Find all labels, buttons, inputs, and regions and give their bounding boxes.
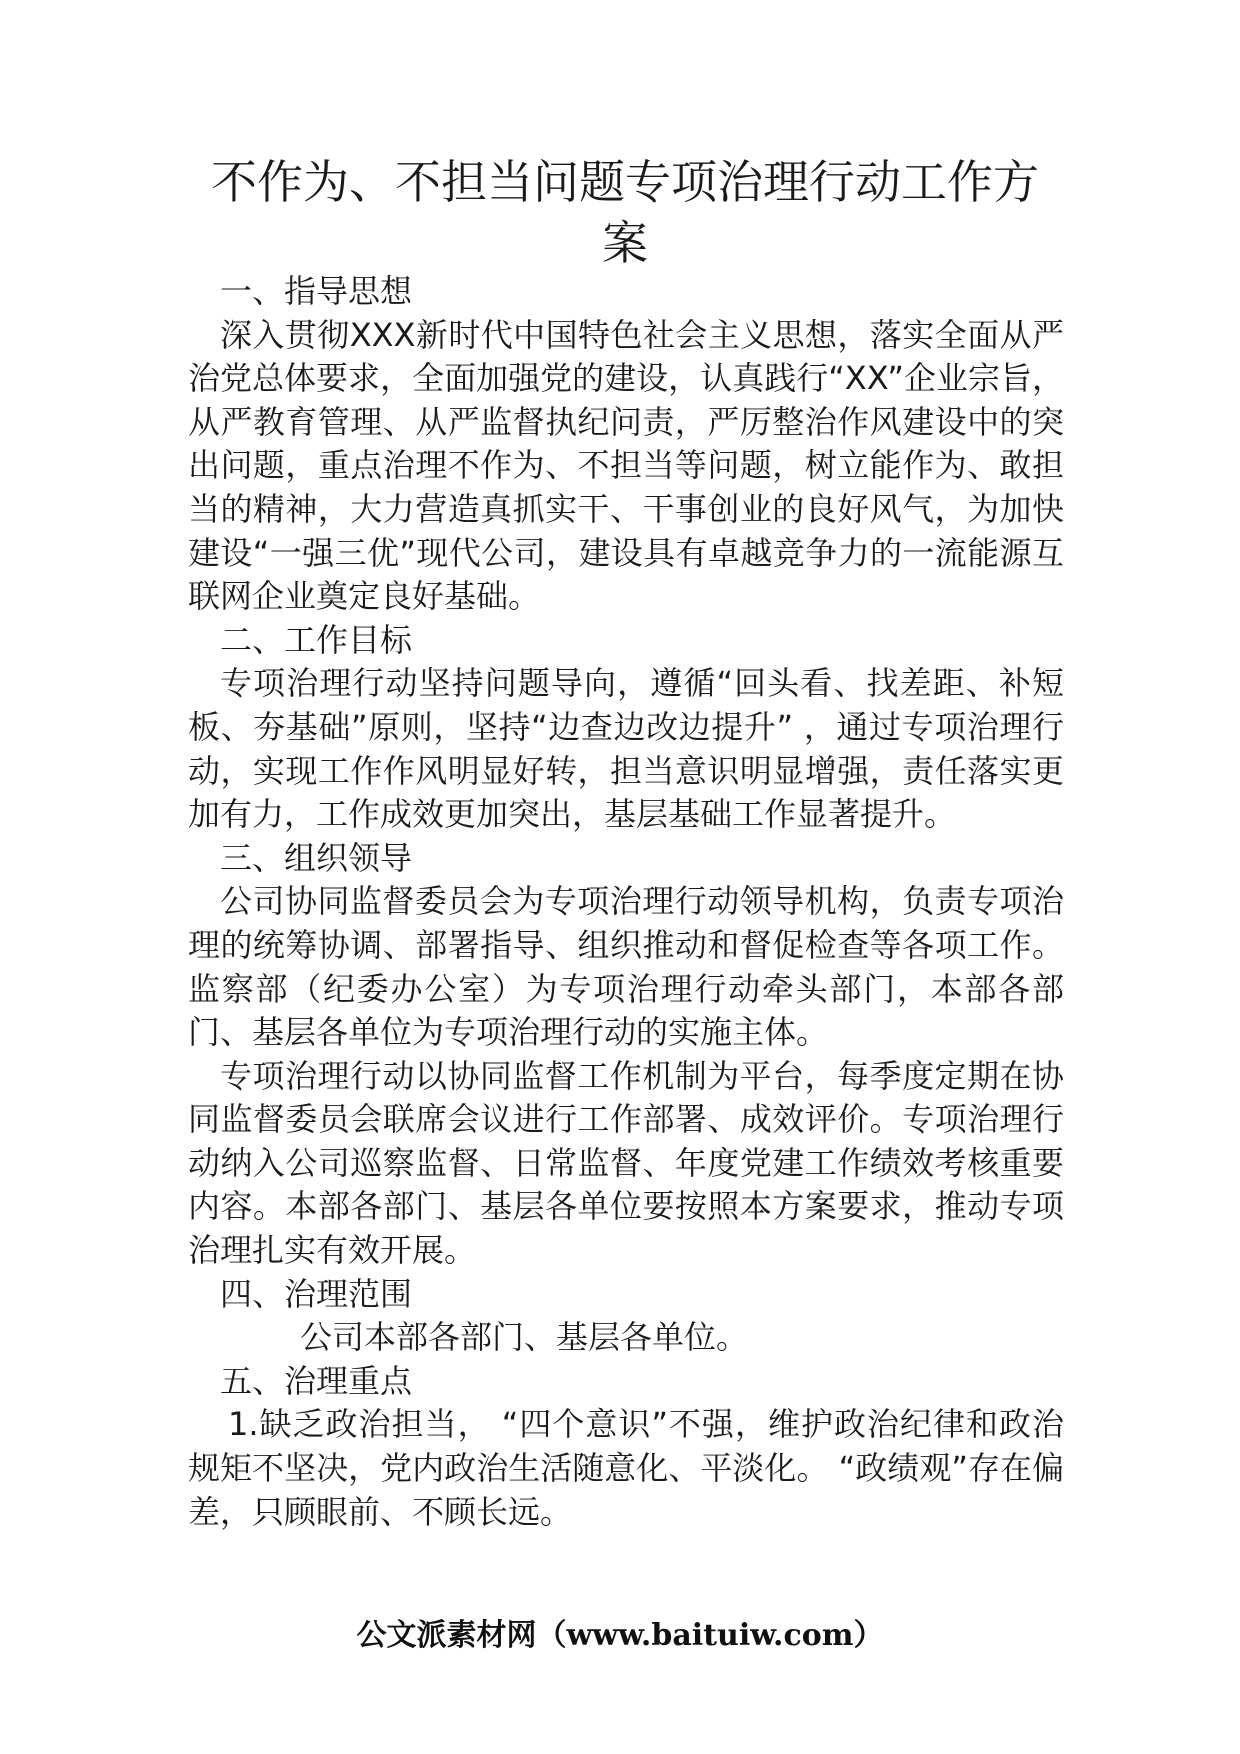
footer-source-link: 公文派素材网（www.baituiw.com） (356, 1618, 884, 1653)
section-heading-key-points: 五、治理重点 (220, 1361, 413, 1400)
paragraph-guiding-ideology: 深入贯彻XXX新时代中国特色社会主义思想，落实全面从严治党总体要求，全面加强党的建设，认真践行“XX”企业宗旨，从严教育管理、从严监督执纪问责，严厉整治作风建设中的突出问题，重点治理不作为、不担当等问题，树立能作为、敢担当的精神，大力营造真抓实干、干事创业的良好风气，为加快建设“一强三优”现代公司，建设具有卓越竞争力的一流能源互联网企业奠定良好基础。 (188, 315, 1064, 616)
document-body (188, 270, 1064, 1534)
document-title: 不作为、不担当问题专项治理行动工作方案 (211, 155, 1039, 270)
section-heading-scope: 四、治理范围 (220, 1274, 413, 1313)
list-item-key-point-1: 1.缺乏政治担当， “四个意识”不强，维护政治纪律和政治规矩不坚决，党内政治生活随意化、平淡化。 “政绩观”存在偏差，只顾眼前、不顾长远。 (188, 1405, 1064, 1531)
paragraph-scope: 公司本部各部门、基层各单位。 (300, 1318, 749, 1357)
section-heading-work-goals: 二、工作目标 (220, 620, 413, 659)
section-heading-organization: 三、组织领导 (220, 838, 413, 877)
paragraph-organization-2: 专项治理行动以协同监督工作机制为平台，每季度定期在协同监督委员会联席会议进行工作部署、成效评价。专项治理行动纳入公司巡察监督、日常监督、年度党建工作绩效考核重要内容。本部各部门、基层各单位要按照本方案要求，推动专项治理扎实有效开展。 (188, 1056, 1064, 1270)
paragraph-work-goals: 专项治理行动坚持问题导向，遵循“回头看、找差距、补短板、夯基础”原则，坚持“边查边改边提升” ，通过专项治理行动，实现工作作风明显好转，担当意识明显增强，责任落实更加有力，工作成效更加突出，基层基础工作显著提升。 (188, 664, 1064, 834)
section-heading-guiding-ideology: 一、指导思想 (220, 272, 413, 310)
paragraph-organization-1: 公司协同监督委员会为专项治理行动领导机构，负责专项治理的统筹协调、部署指导、组织推动和督促检查等各项工作。监察部（纪委办公室）为专项治理行动牵头部门，本部各部门、基层各单位为专项治理行动的实施主体。 (188, 882, 1064, 1052)
